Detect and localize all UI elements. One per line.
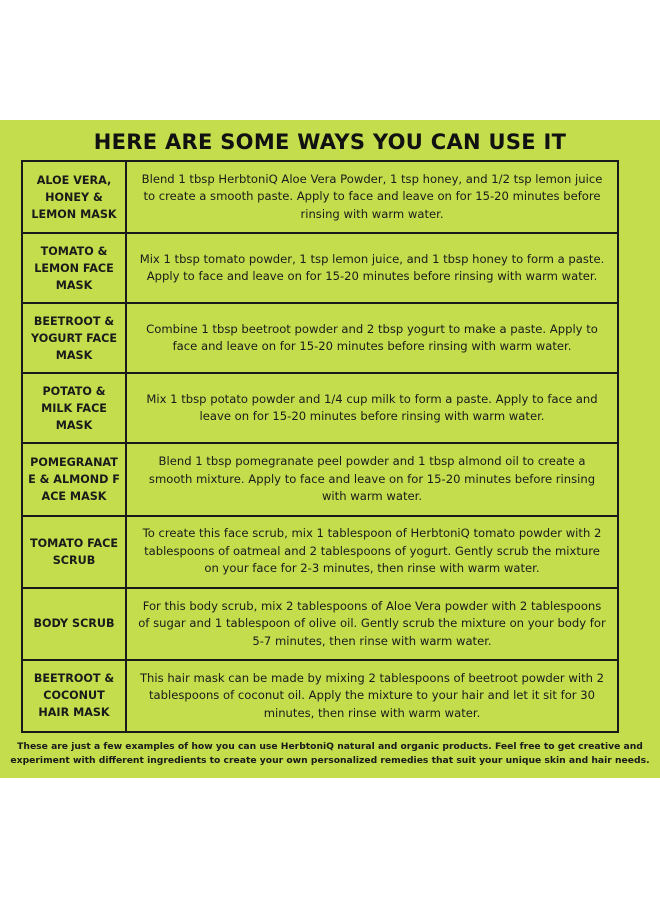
remedy-description: Blend 1 tbsp HerbtoniQ Aloe Vera Powder, 1 tsp honey, and 1/2 tsp lemon juice to create a smooth paste. Apply to face and leave on for 15-20 minutes before rinsing with warm water.: [126, 161, 618, 233]
table-row: [22, 516, 618, 588]
remedy-name: TOMATO FACE SCRUB: [22, 516, 126, 588]
table-row: [22, 373, 618, 443]
remedy-description: To create this face scrub, mix 1 tablespoon of HerbtoniQ tomato powder with 2 tablespoons of oatmeal and 2 tablespoons of yogurt. Gently scrub the mixture on your face for 2-3 minutes, then rinse with warm water.: [126, 516, 618, 588]
remedy-description: For this body scrub, mix 2 tablespoons of Aloe Vera powder with 2 tablespoons of sugar and 1 tablespoon of olive oil. Gently scrub the mixture on your body for 5-7 minutes, then rinse with warm water.: [126, 588, 618, 660]
remedy-name: TOMATO & LEMON FACE MASK: [22, 233, 126, 303]
remedy-name: POMEGRANATE & ALMOND FACE MASK: [22, 443, 126, 515]
table-row: [22, 660, 618, 732]
table-row: [22, 233, 618, 303]
footer-note: These are just a few examples of how you can use HerbtoniQ natural and organic products. Feel free to get creative and experiment with different ingredients to create your own personalized remedies that suit your unique skin and hair needs.: [10, 741, 650, 766]
remedy-description: Mix 1 tbsp tomato powder, 1 tsp lemon juice, and 1 tbsp honey to form a paste. Apply to face and leave on for 15-20 minutes before rinsing with warm water.: [126, 233, 618, 303]
page-title: HERE ARE SOME WAYS YOU CAN USE IT: [93, 130, 567, 154]
table-row: [22, 303, 618, 373]
remedy-name: BEETROOT & COCONUT HAIR MASK: [22, 660, 126, 732]
remedy-description: This hair mask can be made by mixing 2 tablespoons of beetroot powder with 2 tablespoons of coconut oil. Apply the mixture to your hair and let it sit for 30 minutes, then rinse with warm water.: [126, 660, 618, 732]
remedy-description: Blend 1 tbsp pomegranate peel powder and 1 tbsp almond oil to create a smooth mixture. Apply to face and leave on for 15-20 minutes before rinsing with warm water.: [126, 443, 618, 515]
table-row: [22, 161, 618, 233]
remedy-name: ALOE VERA, HONEY & LEMON MASK: [22, 161, 126, 233]
table-row: [22, 443, 618, 515]
usage-table: [21, 160, 619, 733]
remedy-name: BEETROOT & YOGURT FACE MASK: [22, 303, 126, 373]
table-row: [22, 588, 618, 660]
usage-panel: [0, 120, 660, 778]
remedy-name: BODY SCRUB: [22, 588, 126, 660]
remedy-description: Mix 1 tbsp potato powder and 1/4 cup milk to form a paste. Apply to face and leave on for 15-20 minutes before rinsing with warm water.: [126, 373, 618, 443]
remedy-description: Combine 1 tbsp beetroot powder and 2 tbsp yogurt to make a paste. Apply to face and leave on for 15-20 minutes before rinsing with warm water.: [126, 303, 618, 373]
remedy-name: POTATO & MILK FACE MASK: [22, 373, 126, 443]
